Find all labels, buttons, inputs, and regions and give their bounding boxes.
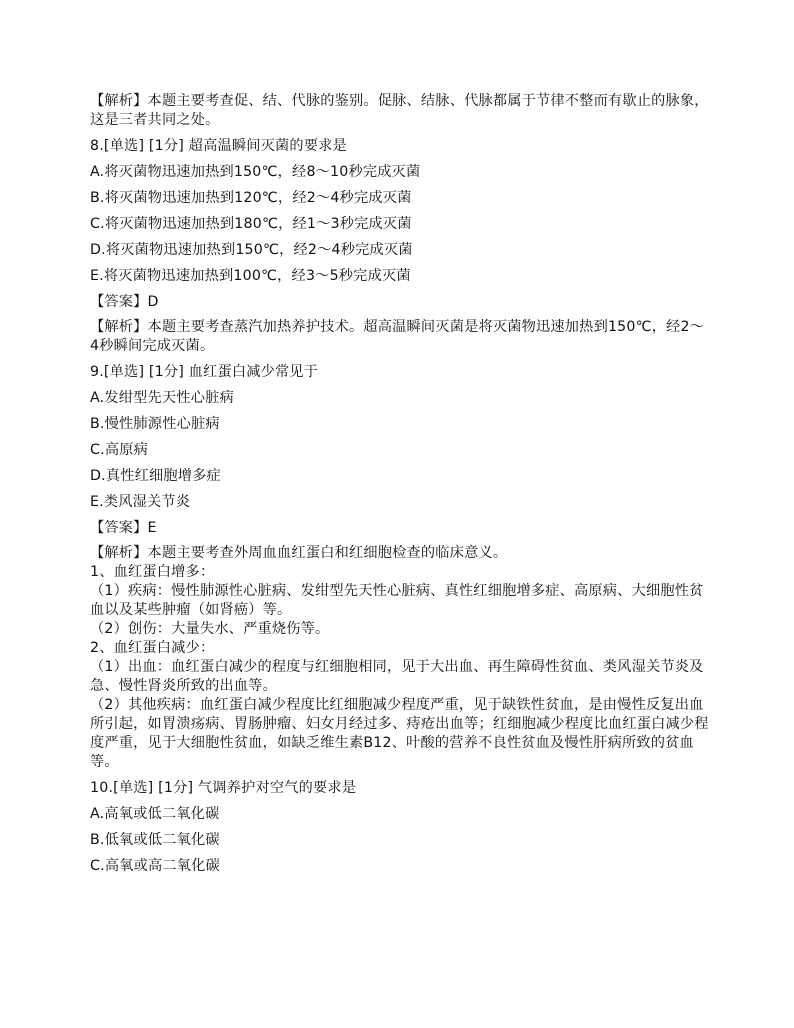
question-8-option-c: C.将灭菌物迅速加热到180℃，经1～3秒完成灭菌 xyxy=(90,216,412,232)
question-8-option-d: D.将灭菌物迅速加热到150℃，经2～4秒完成灭菌 xyxy=(90,242,413,258)
question-10-option-a: A.高氧或低二氧化碳 xyxy=(90,806,220,822)
question-8-stem: 8.[单选] [1分] 超高温瞬间灭菌的要求是 xyxy=(90,138,347,154)
question-9-option-a: A.发绀型先天性心脏病 xyxy=(90,390,234,406)
question-9-option-e: E.类风湿关节炎 xyxy=(90,494,191,510)
question-10-stem: 10.[单选] [1分] 气调养护对空气的要求是 xyxy=(90,780,357,796)
question-9-analysis-item-1-1: （1）疾病：慢性肺源性心脏病、发绀型先天性心脏病、真性红细胞增多症、高原病、大细胞性贫血以及某些肿瘤（如肾癌）等。 xyxy=(90,583,704,618)
question-9-option-d: D.真性红细胞增多症 xyxy=(90,468,221,484)
question-9-answer: 【答案】E xyxy=(90,520,157,536)
question-8-option-e: E.将灭菌物迅速加热到100℃，经3～5秒完成灭菌 xyxy=(90,268,411,284)
question-9-stem: 9.[单选] [1分] 血红蛋白减少常见于 xyxy=(90,364,319,380)
question-8-option-a: A.将灭菌物迅速加热到150℃，经8～10秒完成灭菌 xyxy=(90,164,421,180)
question-9-analysis-item-2-1: （1）出血：血红蛋白减少的程度与红细胞相同，见于大出血、再生障碍性贫血、类风湿关节炎及急、慢性肾炎所致的出血等。 xyxy=(90,659,704,694)
question-8-answer: 【答案】D xyxy=(90,294,159,310)
question-10-option-c: C.高氧或高二氧化碳 xyxy=(90,858,220,874)
question-9-analysis-heading-2: 2、血红蛋白减少： xyxy=(90,640,215,656)
question-9-option-c: C.高原病 xyxy=(90,442,148,458)
question-9-analysis-heading-1: 1、血红蛋白增多： xyxy=(90,564,215,580)
question-9-analysis-item-2-2: （2）其他疾病：血红蛋白减少程度比红细胞减少程度严重，见于缺铁性贫血，是由慢性反复出血所引起，如胃溃疡病、胃肠肿瘤、妇女月经过多、痔疮出血等；红细胞减少程度比血红蛋白减少程度严重，见于大细胞性贫血，如缺乏维生素B12、叶酸的营养不良性贫血及慢性肝病所致的贫血等。 xyxy=(90,697,709,770)
question-10-option-b: B.低氧或低二氧化碳 xyxy=(90,832,220,848)
question-8-option-b: B.将灭菌物迅速加热到120℃，经2～4秒完成灭菌 xyxy=(90,190,412,206)
question-8-analysis: 【解析】本题主要考查蒸汽加热养护技术。超高温瞬间灭菌是将灭菌物迅速加热到150℃，经2～4秒瞬间完成灭菌。 xyxy=(90,319,705,354)
question-9-analysis-item-1-2: （2）创伤：大量失水、严重烧伤等。 xyxy=(90,621,330,637)
question-9-option-b: B.慢性肺源性心脏病 xyxy=(90,416,220,432)
question-9-analysis-intro: 【解析】本题主要考查外周血血红蛋白和红细胞检查的临床意义。 xyxy=(90,545,508,561)
document-page xyxy=(90,92,710,876)
analysis-previous-question: 【解析】本题主要考查促、结、代脉的鉴别。促脉、结脉、代脉都属于节律不整而有歇止的脉象，这是三者共同之处。 xyxy=(90,93,709,128)
